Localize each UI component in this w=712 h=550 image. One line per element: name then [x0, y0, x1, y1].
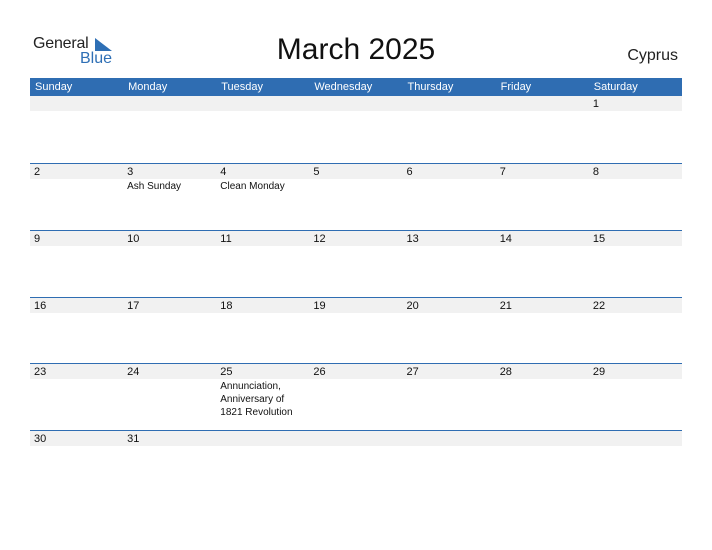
day-number: 26 [313, 366, 326, 378]
weekday-header [30, 78, 682, 96]
weekday-friday: Friday [500, 81, 532, 93]
weekday-thursday: Thursday [407, 81, 454, 93]
day-number: 24 [127, 366, 140, 378]
day-number: 6 [406, 166, 413, 178]
weekday-saturday: Saturday [593, 81, 638, 93]
day-number: 1 [592, 98, 599, 110]
day-number: 2 [34, 166, 41, 178]
day-number: 4 [220, 166, 227, 178]
week-row [30, 363, 682, 418]
week-date-band [30, 96, 682, 111]
day-number: 18 [220, 300, 233, 312]
logo-blue-text: Blue [80, 50, 113, 67]
day-number: 10 [127, 233, 140, 245]
day-number: 9 [34, 233, 41, 245]
day-number: 20 [406, 300, 419, 312]
day-number: 17 [127, 300, 140, 312]
day-number: 5 [313, 166, 320, 178]
day-number: 14 [499, 233, 512, 245]
week-row [30, 230, 682, 245]
day-number: 28 [499, 366, 512, 378]
week-row [30, 430, 682, 445]
day-number: 15 [592, 233, 606, 245]
day-number: 30 [34, 433, 47, 445]
calendar-title: March 2025 [276, 33, 436, 66]
day-number: 12 [313, 233, 326, 245]
day-number: 27 [406, 366, 419, 378]
week-row [30, 163, 682, 192]
holiday-label: Annunciation, Anniversary of 1821 Revolution [220, 381, 293, 418]
day-number: 13 [406, 233, 419, 245]
day-number: 16 [34, 300, 47, 312]
day-number: 7 [499, 166, 506, 178]
holiday-label: Ash Sunday [127, 181, 182, 192]
country-label: Cyprus [627, 47, 678, 64]
day-number: 3 [127, 166, 134, 178]
day-number: 8 [592, 166, 599, 178]
holiday-label: Clean Monday [220, 181, 285, 192]
weekday-tuesday: Tuesday [221, 81, 264, 93]
logo-general-text: General [33, 35, 89, 52]
day-number: 31 [127, 433, 140, 445]
day-number: 19 [313, 300, 326, 312]
weekday-monday: Monday [128, 81, 168, 93]
week-row [30, 297, 682, 312]
day-number: 29 [592, 366, 606, 378]
weekday-sunday: Sunday [35, 81, 73, 93]
day-number: 21 [499, 300, 512, 312]
day-number: 25 [220, 366, 233, 378]
day-number: 23 [34, 366, 47, 378]
day-number: 22 [592, 300, 606, 312]
weekday-wednesday: Wednesday [314, 81, 373, 93]
day-number: 11 [220, 233, 232, 245]
